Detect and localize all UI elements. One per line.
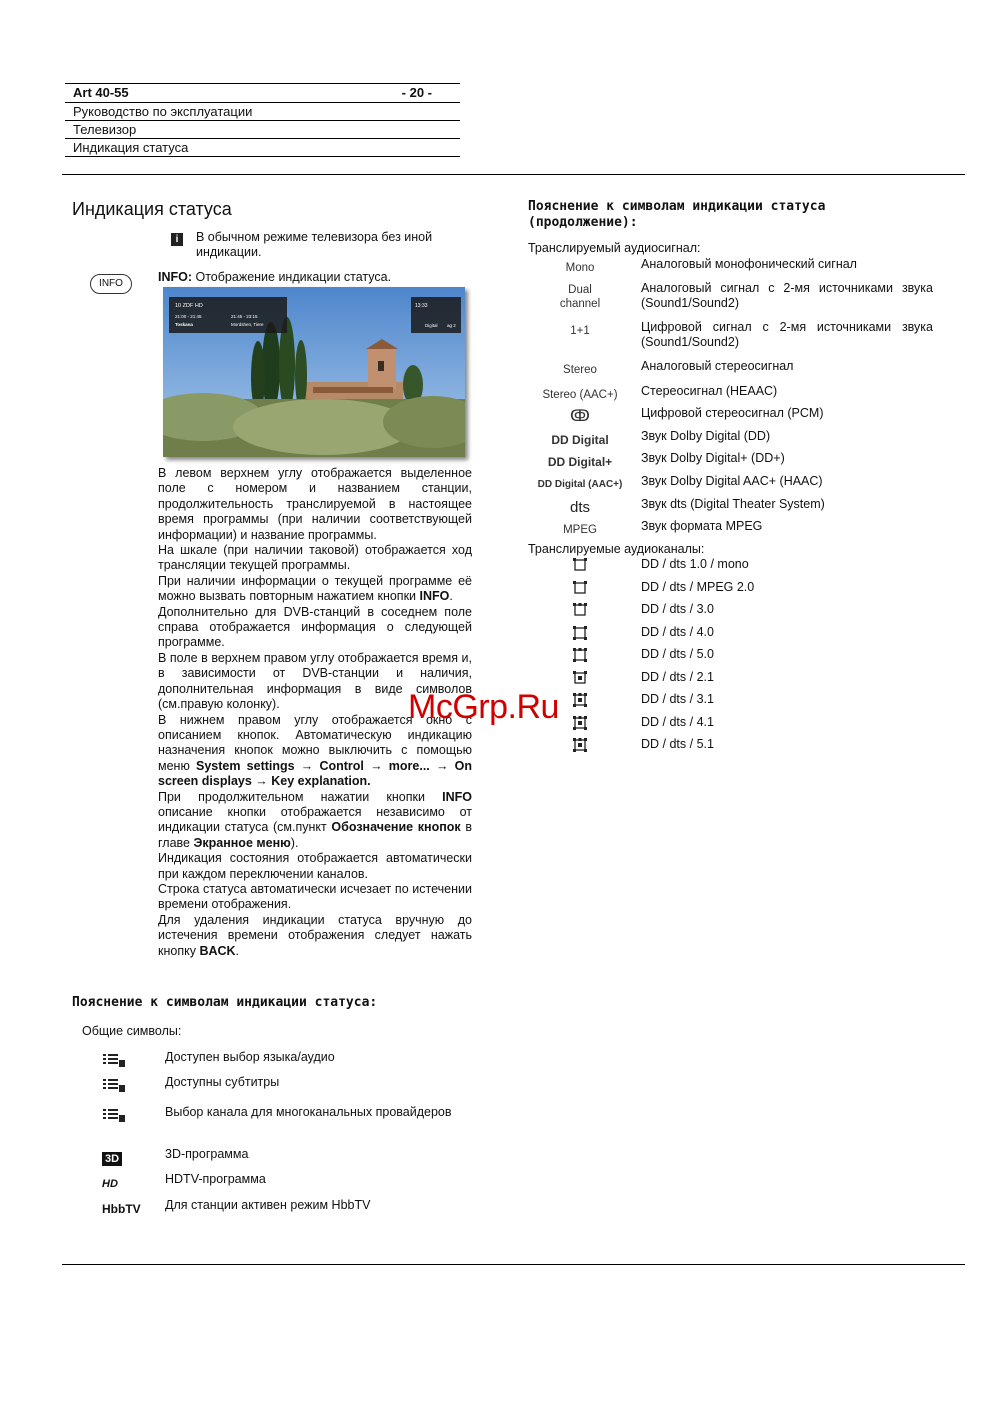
audio-symbol-icon: DD Digital (AAC+) <box>537 479 623 490</box>
audio-channel-text: DD / dts 1.0 / mono <box>641 557 749 571</box>
p10-a: Для удаления индикации статуса вручную до истечения времени отображения следует нажать кнопку <box>158 912 472 958</box>
paragraph-1: В левом верхнем углу отображается выделенное поле с номером и названием станции, продолжительность транслируемой в настоящее время программы (при наличии соответствующей информации) и название программы. <box>158 466 472 542</box>
audio-channel-text: DD / dts / 3.0 <box>641 602 714 616</box>
osd-audio: Digital <box>425 323 438 328</box>
paragraph-9: Строка статуса автоматически исчезает по истечении времени отображения. <box>158 881 472 912</box>
speaker-layout-icon <box>573 603 587 622</box>
p7-a: При продолжительном нажатии кнопки <box>158 789 443 804</box>
multichannel-provider-icon <box>102 1107 128 1125</box>
page-title: Индикация статуса <box>72 199 232 219</box>
watermark: McGrp.Ru <box>408 688 559 726</box>
general-symbol-text: 3D-программа <box>165 1147 249 1161</box>
paragraph-2: На шкале (при наличии таковой) отображается ход трансляции текущей программы. <box>158 543 472 573</box>
info-note-icon: i <box>171 233 183 246</box>
landscape-photo <box>163 287 465 457</box>
p7-b: INFO <box>442 789 472 804</box>
audio-signal-text: Цифровой стереосигнал (PCM) <box>641 406 824 420</box>
osd-time1: 21:00 - 21:45 <box>175 314 202 319</box>
symbols-heading: Пояснение к символам индикации статуса: <box>72 995 378 1010</box>
general-symbols-label: Общие символы: <box>82 1024 182 1038</box>
audio-signal-text: Звук Dolby Digital+ (DD+) <box>641 451 785 465</box>
audio-channel-text: DD / dts / 2.1 <box>641 669 714 684</box>
audio-signal-text: Аналоговый стереосигнал <box>641 359 794 373</box>
speaker-layout-icon <box>573 648 587 667</box>
paragraph-10 <box>158 913 472 959</box>
p7-g: ). <box>290 835 299 850</box>
3d-icon <box>102 1149 128 1167</box>
bottom-divider <box>62 1264 965 1265</box>
hd-icon <box>102 1174 128 1192</box>
audio-symbol-icon: Mono <box>565 262 595 274</box>
paragraph-5: В поле в верхнем правом углу отображается время и, в зависимости от DVB-станции и наличия, дополнительная информация в виде символов (см.правую колонку). <box>158 650 472 712</box>
audio-symbol-icon: DD Digital <box>551 433 609 447</box>
osd-channel: 10 ZDF HD <box>175 303 203 309</box>
p10-b: BACK <box>199 943 236 958</box>
header-line3: Индикация статуса <box>65 138 460 157</box>
p3-text-c: . <box>449 589 453 604</box>
paragraph-8: Индикация состояния отображается автоматически при каждом переключении каналов. <box>158 851 472 881</box>
info-label: INFO: <box>158 270 193 284</box>
p7-c: описание кнопки отображается независимо от индикации статуса (см.пункт <box>158 804 472 835</box>
header-line1: Руководство по эксплуатации <box>65 102 460 120</box>
audio-signal-text: Звук формата MPEG <box>641 519 763 533</box>
info-button-icon: INFO <box>90 274 132 294</box>
audio-signal-text: Аналоговый сигнал с 2-мя источниками звука (Sound1/Sound2) <box>641 281 933 310</box>
header-page: - 20 - <box>401 85 432 100</box>
p10-c: . <box>235 943 240 958</box>
audio-language-icon <box>102 1052 128 1070</box>
general-symbol-text: HDTV-программа <box>165 1172 266 1186</box>
info-line <box>158 270 478 285</box>
audio-channel-text: DD / dts / 4.0 <box>641 624 714 639</box>
audio-signal-text: Стереосигнал (HEAAC) <box>641 384 778 398</box>
p7-f: Экранное меню <box>193 835 291 850</box>
speaker-layout-icon <box>573 693 587 712</box>
audio-channel-text: DD / dts / 5.0 <box>641 647 714 661</box>
paragraph-4: Дополнительно для DVB-станций в соседнем поле справа отображается информация о следующей программе. <box>158 604 472 650</box>
osd-sub: ag 2 <box>447 323 456 328</box>
speaker-layout-icon <box>573 626 587 645</box>
3d-icon-label: 3D <box>102 1152 122 1166</box>
p7-e: в главе <box>158 820 472 850</box>
speaker-layout-icon <box>573 581 587 600</box>
paragraph-3 <box>158 574 472 605</box>
p6-text: В нижнем правом углу отображается окно с описанием кнопок. Автоматическую индикацию назначения кнопок можно выключить с помощью меню <box>158 712 472 773</box>
p3-bold: INFO <box>419 589 450 604</box>
audio-channel-text: DD / dts / 3.1 <box>641 692 714 706</box>
general-symbol-text: Для станции активен режим HbbTV <box>165 1198 371 1212</box>
general-symbol-text: Доступны субтитры <box>165 1075 280 1089</box>
audio-symbol-icon: Stereo <box>563 364 597 376</box>
audio-symbol-icon: 1+1 <box>570 325 590 337</box>
normal-mode-note: В обычном режиме телевизора без иной индикации. <box>196 230 433 260</box>
audio-signal-text: Аналоговый монофонический сигнал <box>641 257 857 271</box>
audio-symbol-icon: MPEG <box>563 524 597 536</box>
audio-symbol-icon: Stereo (AAC+) <box>542 389 618 401</box>
speaker-layout-icon <box>573 716 587 735</box>
speaker-layout-icon <box>573 738 587 757</box>
general-symbol-text: Доступен выбор языка/аудио <box>165 1050 335 1064</box>
osd-time2: 21:45 - 23:15 <box>231 314 258 319</box>
header-line2: Телевизор <box>65 120 460 138</box>
speaker-layout-icon <box>573 671 587 690</box>
audio-signal-text: Звук Dolby Digital (DD) <box>641 429 771 443</box>
hd-icon-label: HD <box>102 1178 118 1190</box>
speaker-layout-icon <box>573 558 587 577</box>
p6-menu-path: System settings → Control → more... → On screen displays → Key explanation. <box>158 758 473 789</box>
osd-prog1: Toskana <box>175 322 193 327</box>
audio-symbol-icon: ↂ <box>570 408 590 425</box>
header-model-row <box>65 83 460 101</box>
general-symbol-text: Выбор канала для многоканальных провайдеров <box>165 1105 452 1119</box>
p7-d: Обозначение кнопок <box>331 820 461 835</box>
tv-status-screenshot <box>163 287 465 457</box>
audio-symbol-icon: dts <box>569 499 590 516</box>
top-divider <box>62 174 965 175</box>
audio-signal-text: Звук dts (Digital Theater System) <box>641 497 825 511</box>
header-model: Art 40-55 <box>73 85 129 100</box>
audio-symbol-icon: Dual channel <box>559 284 601 310</box>
audio-channel-text: DD / dts / MPEG 2.0 <box>641 579 755 594</box>
audio-signal-text: Звук Dolby Digital AAC+ (HAAC) <box>641 474 823 488</box>
audio-signal-label: Транслируемый аудиосигнал: <box>528 241 701 255</box>
audio-signal-text: Цифровой сигнал с 2-мя источниками звука (Sound1/Sound2) <box>641 320 933 349</box>
audio-channel-text: DD / dts / 5.1 <box>641 737 714 751</box>
audio-channel-text: DD / dts / 4.1 <box>641 714 714 729</box>
osd-prog2: Mordshen, Tiere <box>231 322 264 327</box>
p3-text-a: При наличии информации о текущей программе её можно вызвать повторным нажатием кнопки <box>158 573 472 604</box>
subtitles-icon <box>102 1077 128 1095</box>
audio-symbol-icon: DD Digital+ <box>547 455 613 469</box>
osd-clock: 13:33 <box>415 303 428 309</box>
right-heading: Пояснение к символам индикации статуса (продолжение): <box>528 199 826 230</box>
paragraph-7 <box>158 790 472 852</box>
audio-channels-label: Транслируемые аудиоканалы: <box>528 542 705 556</box>
hbbtv-icon-label: HbbTV <box>102 1202 141 1216</box>
hbbtv-icon <box>102 1200 141 1218</box>
info-text: Отображение индикации статуса. <box>192 270 392 284</box>
